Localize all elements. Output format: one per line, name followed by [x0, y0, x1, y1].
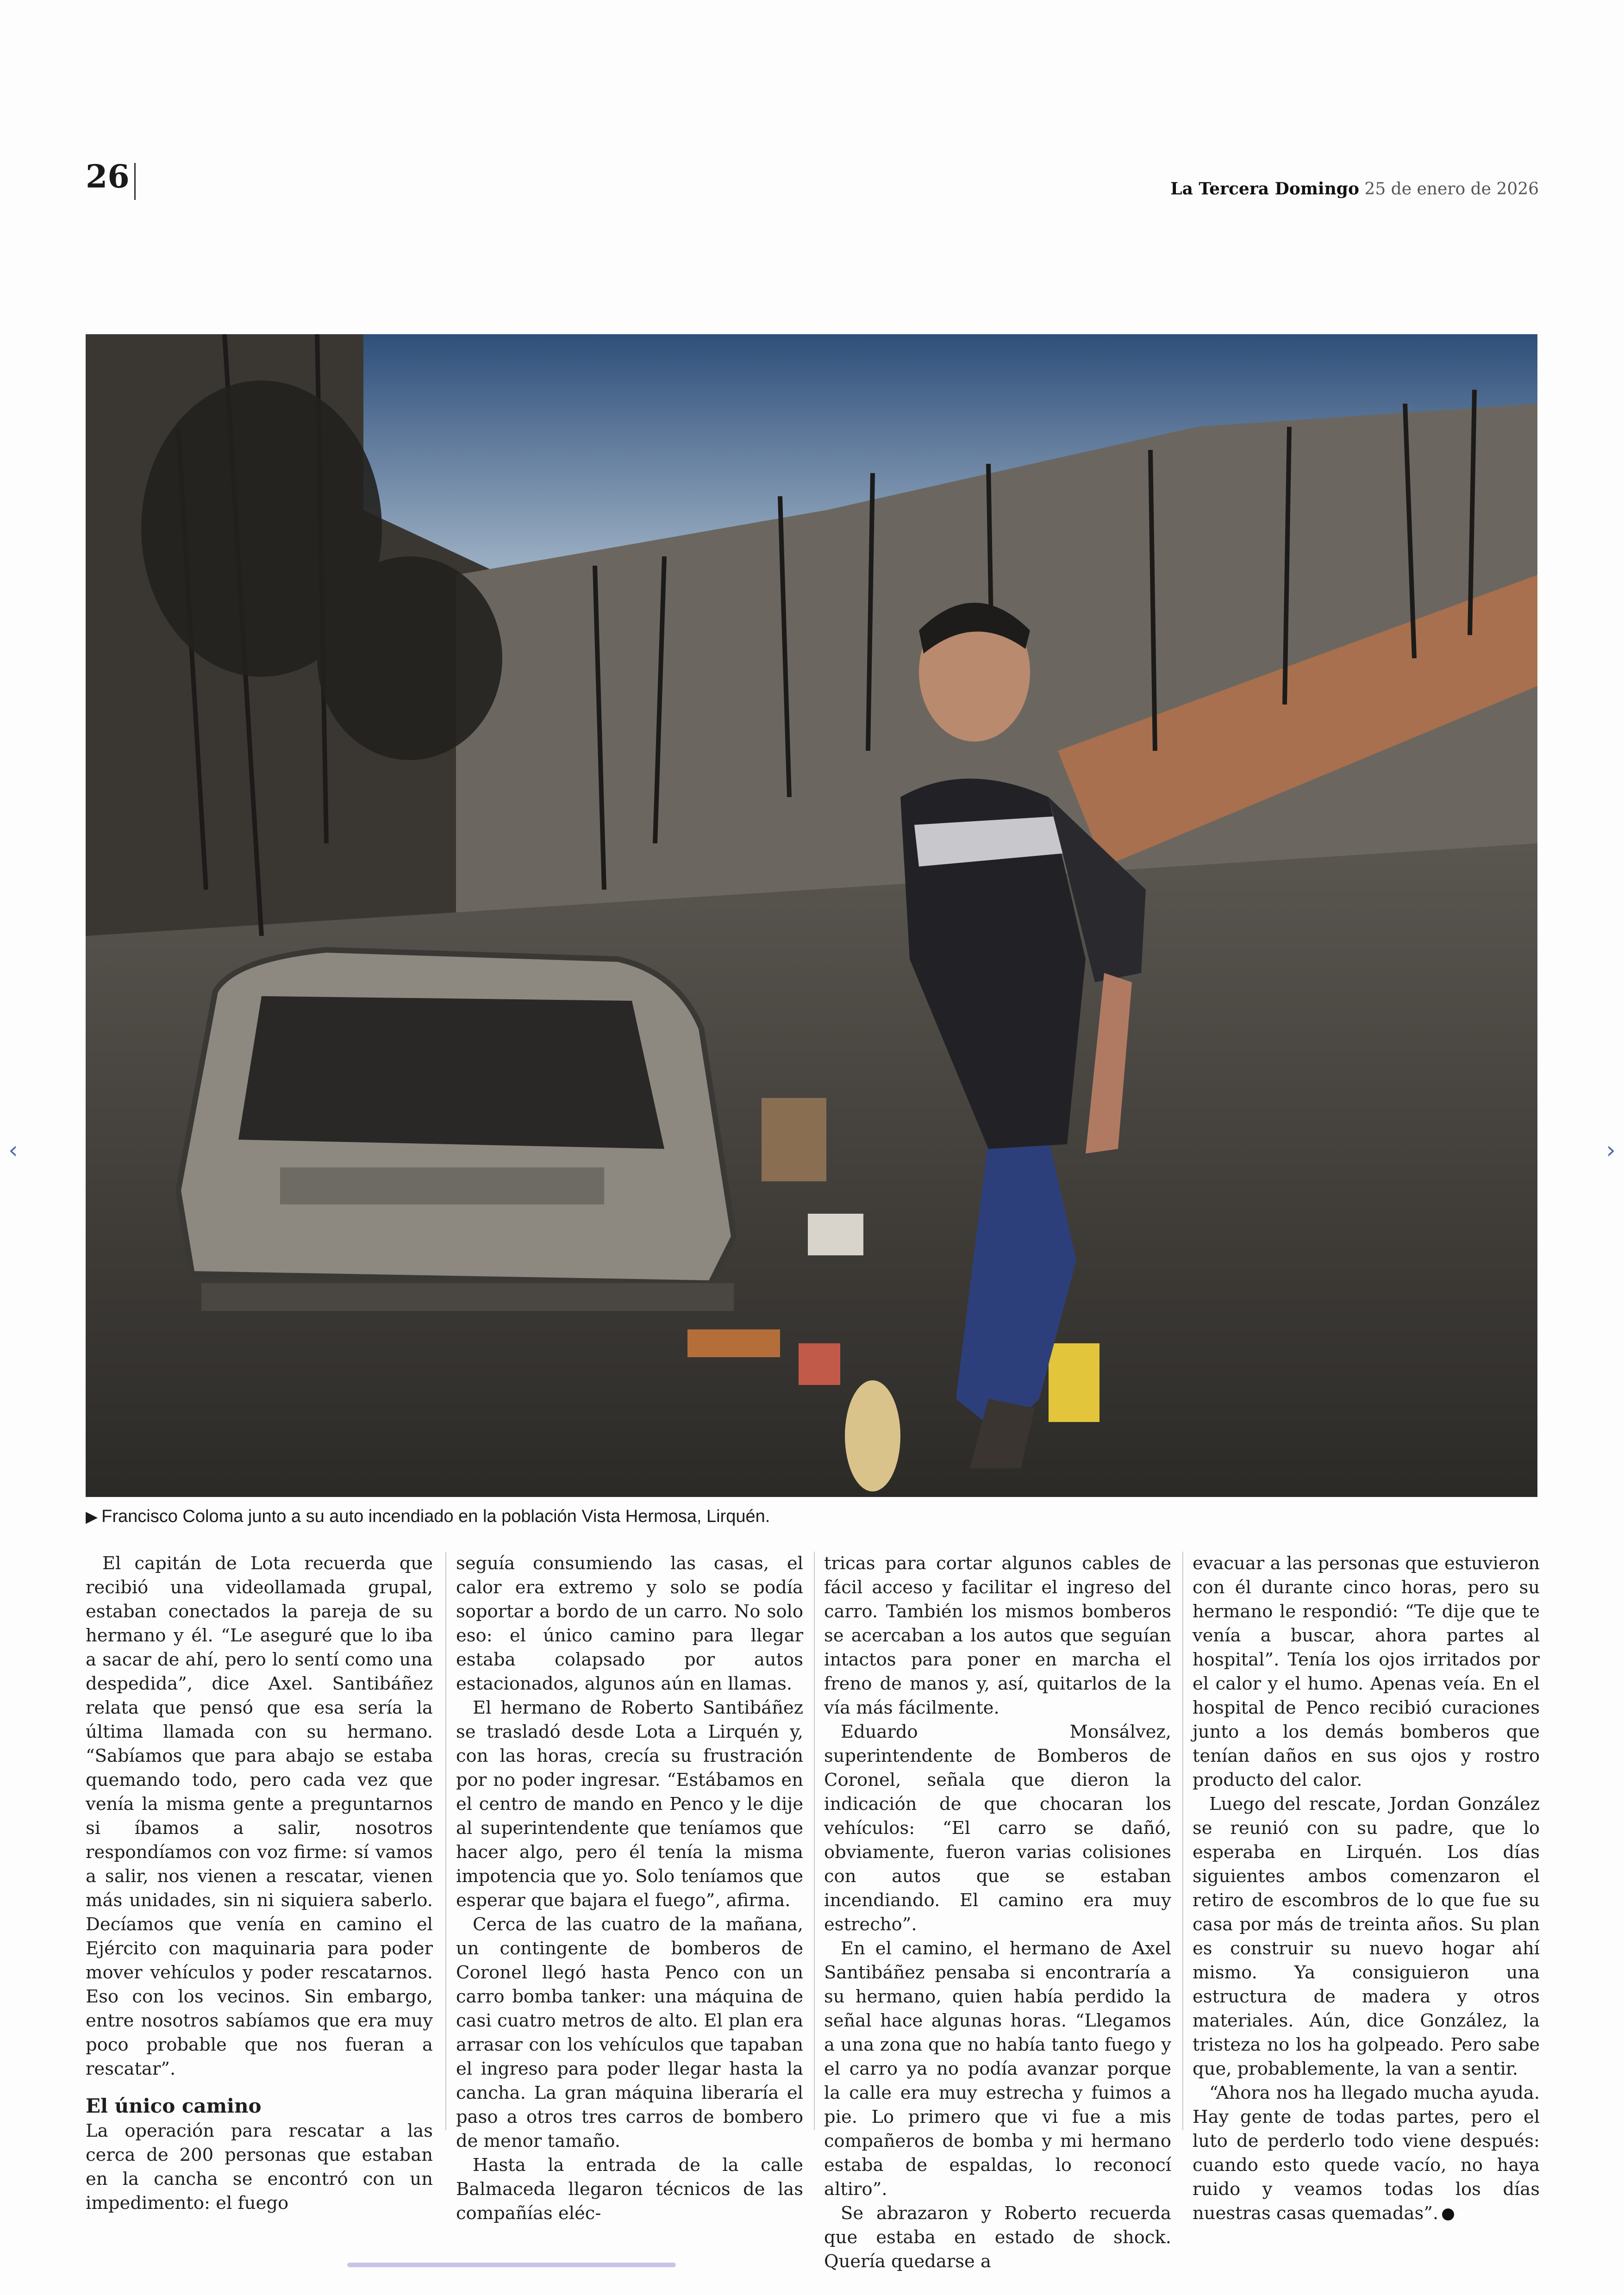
article-end-icon: ●	[1442, 2208, 1454, 2220]
paragraph-text: “Ahora nos ha llegado mucha ayuda. Hay gente de todas partes, pero el luto de perderlo todo viene después: cuando esto quede vacío, no haya ruido y veamos todas los días nuestras casas quemadas”.	[1193, 2083, 1540, 2224]
article-photo	[86, 334, 1537, 1497]
paragraph: seguía consumiendo las casas, el calor era extremo y solo se podía soportar a bordo de un carro. No solo eso: el único camino para llegar estaba colapsado por autos estacionados, algunos aún en llamas.	[456, 1553, 803, 1694]
paragraph: Luego del rescate, Jordan González se reunió con su padre, que lo esperaba en Lirquén. Los días siguientes ambos comenzaron el retiro de escombros de lo que fue su casa por más de treinta años. Su plan es construir su nuevo hogar ahí mismo. Ya consiguieron una estructura de madera y otros materiales. Aún, dice González, la tristeza no los ha golpeado. Pero sabe que, probablemente, la van a sentir.	[1193, 1794, 1540, 2079]
column-divider	[1182, 1552, 1183, 2130]
article-column-4	[1193, 1552, 1540, 2226]
paragraph: tricas para cortar algunos cables de fácil acceso y facilitar el ingreso del carro. También los mismos bomberos se acercaban a los autos que seguían intactos para poner en marcha el freno de manos y, así, quitarlos de la vía más fácilmente.	[824, 1553, 1171, 1718]
paragraph: El capitán de Lota recuerda que recibió una videollamada grupal, estaban conectados la pareja de su hermano y él. “Le aseguré que lo iba a sacar de ahí, pero lo sentí como una despedida”, dice Axel. Santibáñez relata que pensó que esa sería la última llamada con su hermano. “Sabíamos que para abajo se estaba quemando todo, pero cada vez que venía la misma gente a preguntarnos si íbamos a salir, nosotros respondíamos con voz firme: sí vamos a salir, nos vienen a rescatar, vienen más unidades, sin ni siquiera saberlo. Decíamos que venía en camino el Ejército con maquinaria para poder mover vehículos y poder rescatarnos. Eso con los vecinos. Sin embargo, entre nosotros sabíamos que era muy poco probable que nos fueran a rescatar”.	[86, 1553, 433, 2079]
subheading: El único camino	[86, 2095, 262, 2117]
paragraph: La operación para rescatar a las cerca de 200 personas que estaban en la cancha se encontró con un impedimento: el fuego	[86, 2120, 433, 2214]
publication-name: La Tercera Domingo	[1170, 179, 1359, 199]
masthead	[1170, 181, 1539, 198]
paragraph: Hasta la entrada de la calle Balmaceda llegaron técnicos de las compañías eléc-	[456, 2155, 803, 2224]
article-column-1	[86, 1552, 433, 2215]
photo-burned-car-and-man-icon	[86, 334, 1537, 1497]
paragraph	[1193, 2081, 1540, 2226]
horizontal-scrollbar[interactable]	[347, 2263, 676, 2267]
column-divider	[445, 1552, 446, 2130]
article-column-2	[456, 1552, 803, 2226]
paragraph: evacuar a las personas que estuvieron con él durante cinco horas, pero su hermano le respondió: “Te dije que te venía a buscar, ahora partes al hospital”. Tenía los ojos irritados por el calor y el humo. Apenas veía. En el hospital de Penco recibió curaciones junto a los demás bomberos que tenían daños en sus ojos y rostro producto del calor.	[1193, 1553, 1540, 1790]
next-page-chevron-icon[interactable]: ›	[1606, 1136, 1616, 1164]
page-number: 26	[86, 158, 130, 195]
paragraph: Eduardo Monsálvez, superintendente de Bomberos de Coronel, señala que dieron la indicación de que chocaran los vehículos: “El carro se dañó, obviamente, fueron varias colisiones con autos que se estaban incendiando. El camino era muy estrecho”.	[824, 1721, 1171, 1935]
paragraph: Se abrazaron y Roberto recuerda que estaba en estado de shock. Quería quedarse a	[824, 2203, 1171, 2272]
paragraph: En el camino, el hermano de Axel Santibáñez pensaba si encontraría a su hermano, quien había perdido la señal hace algunas horas. “Llegamos a una zona que no había tanto fuego y el carro ya no podía avanzar porque la calle era muy estrecha y fuimos a pie. Lo primero que vi fue a mis compañeros de bomba y mi hermano estaba de espaldas, lo reconocí altiro”.	[824, 1938, 1171, 2200]
column-divider	[814, 1552, 815, 2130]
paragraph: Cerca de las cuatro de la mañana, un contingente de bomberos de Coronel llegó hasta Penco con un carro bomba tanker: una máquina de casi cuatro metros de alto. El plan era arrasar con los vehículos que tapaban el ingreso para poder llegar hasta la cancha. La gran máquina liberaría el paso a otros tres carros de bombero de menor tamaño.	[456, 1914, 803, 2152]
caption-arrow-icon: ▶	[86, 1508, 98, 1526]
page-number-divider	[134, 163, 136, 200]
article-column-3	[824, 1552, 1171, 2274]
photo-caption-text: Francisco Coloma junto a su auto incendiado en la población Vista Hermosa, Lirquén.	[101, 1507, 770, 1526]
photo-caption	[86, 1507, 770, 1527]
paragraph: El hermano de Roberto Santibáñez se trasladó desde Lota a Lirquén y, con las horas, crecía su frustración por no poder ingresar. “Estábamos en el centro de mando en Penco y le dije al superintendente que teníamos que hacer algo, pero él tenía la misma impotencia que yo. Solo teníamos que esperar que bajara el fuego”, afirma.	[456, 1697, 803, 1911]
publication-date: 25 de enero de 2026	[1364, 180, 1539, 199]
previous-page-chevron-icon[interactable]: ‹	[8, 1136, 18, 1164]
